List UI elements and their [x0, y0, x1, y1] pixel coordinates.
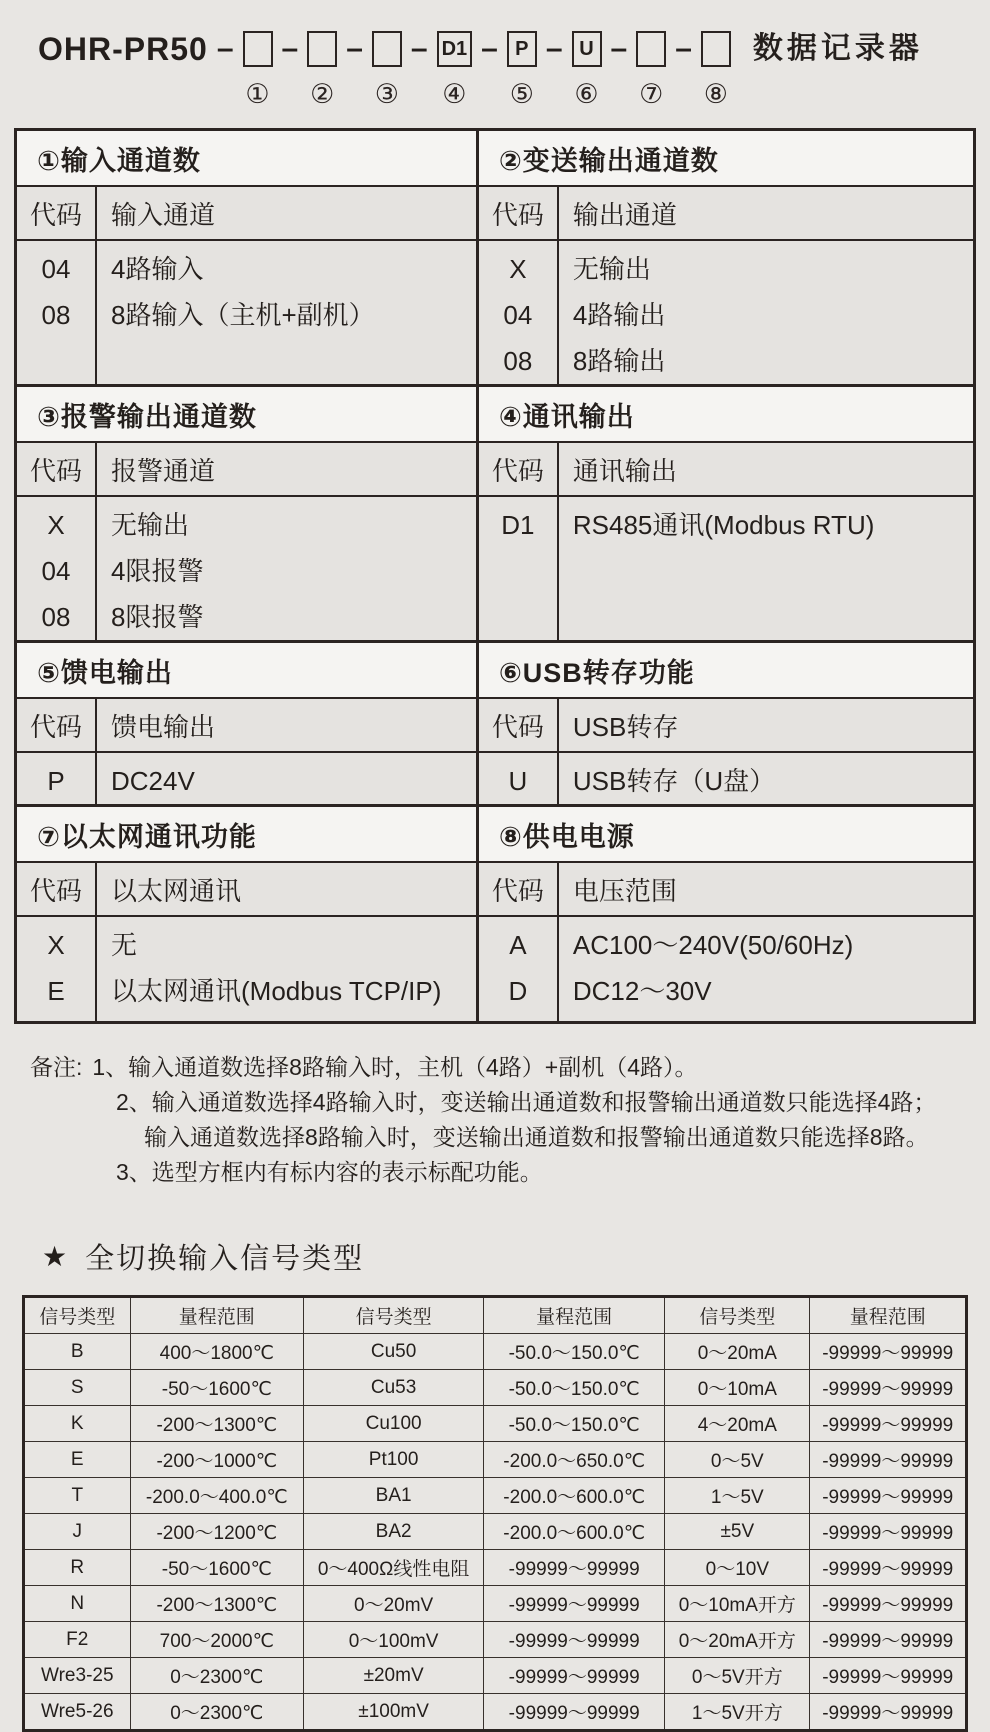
model-code-position [208, 28, 273, 108]
desc-list [97, 241, 476, 384]
signal-section-title [42, 1236, 976, 1277]
signal-column-header: 量程范围 [810, 1297, 967, 1334]
signal-cell: 0～10mA开方 [665, 1586, 810, 1622]
signal-cell: BA2 [304, 1514, 484, 1550]
signal-column-header: 量程范围 [484, 1297, 665, 1334]
section-body [17, 497, 476, 640]
signal-cell: -99999～99999 [810, 1370, 967, 1406]
column-header: 馈电输出 [111, 712, 216, 742]
signal-cell: -200～1300℃ [130, 1586, 304, 1622]
signal-row [24, 1622, 967, 1658]
signal-cell: -200.0～600.0℃ [484, 1478, 665, 1514]
option-code: X [509, 254, 527, 284]
model-code-position [602, 28, 667, 108]
product-name: 数据记录器 [752, 32, 923, 65]
signal-cell: 1～5V [665, 1478, 810, 1514]
signal-cell: -200.0～400.0℃ [130, 1478, 304, 1514]
signal-cell: Pt100 [304, 1442, 484, 1478]
signal-cell: Wre5-26 [24, 1694, 131, 1731]
code-list [479, 753, 559, 804]
section-header-row [479, 699, 973, 753]
signal-cell: 1～5V开方 [665, 1694, 810, 1731]
signal-cell: -200.0～650.0℃ [484, 1442, 665, 1478]
option-desc: 8路输出 [572, 346, 666, 376]
signal-row [24, 1550, 967, 1586]
signal-cell: -99999～99999 [810, 1694, 967, 1731]
signal-row [24, 1442, 967, 1478]
option-desc: 无输出 [111, 510, 190, 540]
star-icon: ★ [42, 1241, 70, 1272]
signal-cell: Cu53 [304, 1370, 484, 1406]
signal-cell: ±5V [665, 1514, 810, 1550]
option-code: 04 [41, 254, 71, 284]
model-code-position [337, 28, 402, 108]
signal-column-header: 信号类型 [304, 1297, 484, 1334]
selection-section-8 [476, 804, 973, 1021]
code-list [479, 917, 559, 1021]
option-code: 08 [41, 602, 71, 632]
signal-row [24, 1658, 967, 1694]
section-body [17, 917, 476, 1021]
signal-row [24, 1370, 967, 1406]
model-code-box: D1 [437, 31, 473, 67]
dash-separator: – [216, 32, 234, 65]
section-header-row [17, 187, 476, 241]
code-header: 代码 [479, 443, 559, 495]
option-desc: RS485通讯(Modbus RTU) [572, 510, 875, 540]
signal-cell: S [24, 1370, 131, 1406]
signal-cell: -99999～99999 [484, 1694, 665, 1731]
signal-cell: B [24, 1334, 131, 1370]
signal-cell: -99999～99999 [810, 1514, 967, 1550]
model-prefix: OHR-PR50 [38, 31, 208, 67]
option-code: X [47, 930, 65, 960]
signal-cell: 0～20mA开方 [665, 1622, 810, 1658]
code-list [17, 497, 97, 640]
note-text: 3、选型方框内有标内容的表示标配功能。 [116, 1159, 543, 1185]
section-header-row [17, 699, 476, 753]
signal-cell: 4～20mA [665, 1406, 810, 1442]
note-text: 2、输入通道数选择4路输入时，变送输出通道数和报警输出通道数只能选择4路； [116, 1089, 937, 1115]
signal-row [24, 1586, 967, 1622]
desc-list [559, 241, 973, 384]
section-title: ⑤馈电输出 [17, 643, 476, 699]
option-desc: USB转存（U盘） [572, 766, 776, 796]
signal-cell: 0～10mA [665, 1370, 810, 1406]
signal-cell: -200.0～600.0℃ [484, 1514, 665, 1550]
note-text: 1、输入通道数选择8路输入时，主机（4路）+副机（4路）。 [92, 1054, 698, 1080]
note-line [30, 1155, 976, 1190]
option-code: D [508, 976, 528, 1006]
model-code-box [372, 31, 402, 67]
column-header: 报警通道 [111, 456, 216, 486]
section-title: ④通讯输出 [479, 387, 973, 443]
signal-header-row [24, 1297, 967, 1334]
signal-cell: 0～20mA [665, 1334, 810, 1370]
option-desc: 8路输入（主机+副机） [111, 300, 375, 330]
code-list [17, 241, 97, 384]
section-header-row [17, 863, 476, 917]
selection-section-3 [17, 384, 476, 640]
model-code-box [636, 31, 666, 67]
column-header: 输出通道 [572, 200, 677, 230]
column-header: 输入通道 [111, 200, 216, 230]
model-code-box [307, 31, 337, 67]
selection-section-5 [17, 640, 476, 804]
option-code: 08 [503, 346, 533, 376]
signal-cell: 700～2000℃ [130, 1622, 304, 1658]
note-line [30, 1050, 976, 1085]
option-code: 04 [503, 300, 533, 330]
selection-section-6 [476, 640, 973, 804]
model-code-line [14, 0, 976, 108]
code-list [17, 753, 97, 804]
model-code-box [701, 31, 731, 67]
position-number-icon: ① [245, 79, 270, 109]
signal-table-body [24, 1297, 967, 1731]
section-title: ⑥USB转存功能 [479, 643, 973, 699]
signal-cell: Wre3-25 [24, 1658, 131, 1694]
option-desc: 4路输入 [111, 254, 204, 284]
option-desc: 4限报警 [111, 556, 204, 586]
section-title: ②变送输出通道数 [479, 131, 973, 187]
position-number-icon: ⑦ [639, 79, 664, 109]
signal-title-text: 全切换输入信号类型 [85, 1243, 365, 1275]
position-number-icon: ② [310, 79, 335, 109]
dash-separator: – [481, 32, 498, 65]
model-code-position [402, 28, 472, 108]
signal-cell: -200～1300℃ [130, 1406, 304, 1442]
code-header: 代码 [17, 443, 97, 495]
option-code: 08 [41, 300, 71, 330]
signal-cell: N [24, 1586, 131, 1622]
code-header: 代码 [479, 863, 559, 915]
option-code: X [47, 510, 65, 540]
dash-separator: – [346, 32, 363, 65]
option-desc: DC12～30V [572, 976, 712, 1006]
position-number-icon: ⑥ [574, 79, 599, 109]
selection-section-1 [17, 131, 476, 384]
signal-cell: F2 [24, 1622, 131, 1658]
signal-cell: -99999～99999 [810, 1334, 967, 1370]
signal-row [24, 1694, 967, 1731]
desc-list [97, 917, 476, 1021]
section-title: ⑦以太网通讯功能 [17, 807, 476, 863]
signal-cell: R [24, 1550, 131, 1586]
code-list [479, 497, 559, 640]
dash-separator: – [281, 32, 299, 65]
desc-list [97, 753, 476, 804]
option-code: 04 [41, 556, 71, 586]
signal-cell: 0～20mV [304, 1586, 484, 1622]
signal-cell: 0～2300℃ [130, 1694, 304, 1731]
signal-cell: -99999～99999 [810, 1442, 967, 1478]
option-code: D1 [501, 510, 535, 540]
section-body [479, 241, 973, 384]
signal-cell: -50～1600℃ [130, 1370, 304, 1406]
section-header-row [479, 443, 973, 497]
selection-table [14, 128, 976, 1024]
signal-cell: 0～400Ω线性电阻 [304, 1550, 484, 1586]
signal-column-header: 信号类型 [665, 1297, 810, 1334]
signal-cell: 0～100mV [304, 1622, 484, 1658]
note-line [30, 1120, 976, 1155]
position-number-icon: ⑧ [703, 79, 728, 109]
option-code: P [47, 766, 65, 796]
note-text: 输入通道数选择8路输入时，变送输出通道数和报警输出通道数只能选择8路。 [144, 1124, 929, 1150]
signal-cell: K [24, 1406, 131, 1442]
option-code: U [508, 766, 528, 796]
signal-cell: E [24, 1442, 131, 1478]
code-header: 代码 [479, 699, 559, 751]
desc-list [559, 753, 973, 804]
signal-cell: Cu50 [304, 1334, 484, 1370]
notes [14, 1050, 976, 1190]
model-code-box [243, 31, 273, 67]
signal-cell: -50～1600℃ [130, 1550, 304, 1586]
model-code-position [273, 28, 338, 108]
signal-cell: -99999～99999 [810, 1550, 967, 1586]
code-list [479, 241, 559, 384]
section-body [479, 753, 973, 804]
section-title: ③报警输出通道数 [17, 387, 476, 443]
signal-cell: T [24, 1478, 131, 1514]
section-title: ⑧供电电源 [479, 807, 973, 863]
column-header: 以太网通讯 [111, 876, 242, 906]
option-desc: 4路输出 [572, 300, 666, 330]
model-code-box: U [572, 31, 602, 67]
option-desc: AC100～240V(50/60Hz) [572, 930, 854, 960]
section-title: ①输入通道数 [17, 131, 476, 187]
column-header: 电压范围 [572, 876, 677, 906]
signal-cell: -200～1200℃ [130, 1514, 304, 1550]
section-header-row [17, 443, 476, 497]
desc-list [559, 917, 973, 1021]
section-header-row [479, 863, 973, 917]
signal-cell: -50.0～150.0℃ [484, 1406, 665, 1442]
signal-cell: -99999～99999 [484, 1658, 665, 1694]
position-number-icon: ③ [374, 79, 399, 109]
signal-type-table [22, 1295, 968, 1732]
signal-cell: -99999～99999 [484, 1622, 665, 1658]
signal-column-header: 信号类型 [24, 1297, 131, 1334]
signal-cell: -99999～99999 [484, 1550, 665, 1586]
model-code-positions [208, 28, 731, 108]
signal-row [24, 1514, 967, 1550]
option-desc: 8限报警 [111, 602, 204, 632]
section-body [17, 753, 476, 804]
signal-cell: 400～1800℃ [130, 1334, 304, 1370]
selection-section-7 [17, 804, 476, 1021]
code-header: 代码 [17, 863, 97, 915]
signal-cell: 0～10V [665, 1550, 810, 1586]
position-number-icon: ⑤ [509, 79, 534, 109]
signal-cell: -99999～99999 [810, 1622, 967, 1658]
option-desc: 无 [111, 930, 138, 960]
signal-cell: -99999～99999 [484, 1586, 665, 1622]
signal-cell: Cu100 [304, 1406, 484, 1442]
signal-cell: -200～1000℃ [130, 1442, 304, 1478]
option-code: A [509, 930, 527, 960]
signal-row [24, 1478, 967, 1514]
signal-cell: J [24, 1514, 131, 1550]
position-number-icon: ④ [442, 79, 467, 109]
notes-label: 备注: [30, 1054, 83, 1080]
signal-row [24, 1334, 967, 1370]
model-code-position [537, 28, 602, 108]
dash-separator: – [675, 32, 692, 65]
desc-list [559, 497, 973, 640]
selection-section-2 [476, 131, 973, 384]
signal-cell: 0～2300℃ [130, 1658, 304, 1694]
model-code-position [472, 28, 537, 108]
code-list [17, 917, 97, 1021]
dash-separator: – [410, 32, 428, 65]
code-header: 代码 [17, 699, 97, 751]
note-line [30, 1085, 976, 1120]
signal-cell: BA1 [304, 1478, 484, 1514]
option-desc: 无输出 [572, 254, 651, 284]
section-body [479, 497, 973, 640]
section-body [479, 917, 973, 1021]
dash-separator: – [610, 32, 628, 65]
code-header: 代码 [17, 187, 97, 239]
dash-separator: – [545, 32, 563, 65]
signal-cell: -99999～99999 [810, 1406, 967, 1442]
section-header-row [479, 187, 973, 241]
model-code-box: P [507, 31, 537, 67]
signal-cell: 0～5V开方 [665, 1658, 810, 1694]
signal-cell: -99999～99999 [810, 1658, 967, 1694]
desc-list [97, 497, 476, 640]
signal-cell: ±100mV [304, 1694, 484, 1731]
option-desc: 以太网通讯(Modbus TCP/IP) [111, 976, 442, 1006]
signal-cell: 0～5V [665, 1442, 810, 1478]
section-body [17, 241, 476, 384]
signal-cell: -50.0～150.0℃ [484, 1370, 665, 1406]
signal-cell: -50.0～150.0℃ [484, 1334, 665, 1370]
signal-cell: -99999～99999 [810, 1586, 967, 1622]
signal-row [24, 1406, 967, 1442]
option-code: E [47, 976, 65, 1006]
column-header: USB转存 [572, 712, 679, 742]
option-desc: DC24V [111, 766, 195, 796]
column-header: 通讯输出 [572, 456, 677, 486]
selection-section-4 [476, 384, 973, 640]
signal-cell: ±20mV [304, 1658, 484, 1694]
signal-column-header: 量程范围 [130, 1297, 304, 1334]
signal-cell: -99999～99999 [810, 1478, 967, 1514]
code-header: 代码 [479, 187, 559, 239]
model-code-position [666, 28, 731, 108]
